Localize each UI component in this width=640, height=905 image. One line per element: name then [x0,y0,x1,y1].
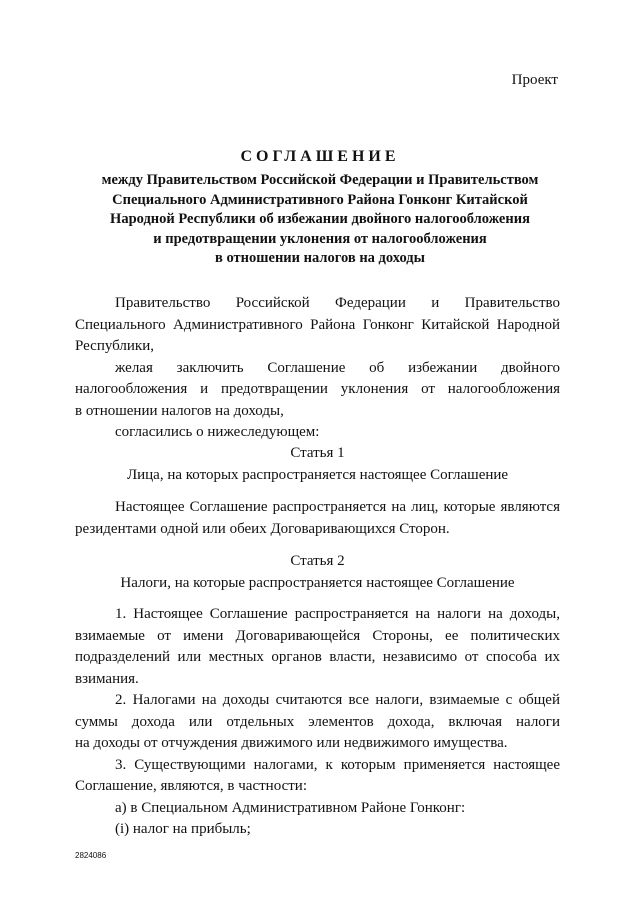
preamble-line: в отношении налогов на доходы, [75,402,284,419]
article-line: суммы дохода или отдельных элементов дохода, включая налоги [75,713,560,730]
article-1 [75,443,560,486]
preamble-line: желая заключить Соглашение об избежании двойного [115,359,560,376]
draft-label: Проект [511,72,558,88]
article-line: Соглашение, являются, в частности: [75,778,307,794]
article-line: а) в Специальном Административном Районе Гонконг: [115,799,466,816]
subtitle-line: и предотвращении уклонения от налогообложения [153,230,487,247]
article-2 [75,551,560,594]
article-line: на доходы от отчуждения движимого или недвижимого имущества. [75,735,508,751]
article-heading: Статья 1 [290,445,345,461]
preamble-line: Правительство Российской Федерации и Правительство [115,295,560,311]
document-title: СОГЛАШЕНИЕ [240,148,400,165]
article-line: взимания. [75,670,139,687]
article-2-text [75,604,560,841]
document-subtitle [60,171,580,269]
subtitle-line: Народной Республики об избежании двойного налогообложения [110,211,530,227]
article-line: резидентами одной или обеих Договаривающихся Сторон. [75,520,450,537]
article-line: 2. Налогами на доходы считаются все налоги, взимаемые с общей [115,692,560,708]
document-number: 2824086 [75,851,107,860]
article-line: 3. Существующими налогами, к которым применяется настоящее [115,756,560,773]
preamble-line: Республики, [75,338,154,354]
article-title: Налоги, на которые распространяется настоящее Соглашение [120,574,515,591]
article-line: (i) налог на прибыль; [115,821,251,837]
article-line: подразделений или местных органов власти, независимо от способа их [75,649,560,665]
article-line: 1. Настоящее Соглашение распространяется на налоги на доходы, [115,606,560,622]
subtitle-line: между Правительством Российской Федерации и Правительством [101,172,539,188]
preamble-line: Специального Административного Района Гонконг Китайской Народной [75,316,560,333]
subtitle-line: Специального Административного Района Гонконг Китайской [112,191,528,208]
article-title: Лица, на которых распространяется настоящее Соглашение [126,466,509,483]
article-line: Настоящее Соглашение распространяется на лиц, которые являются [115,499,560,515]
article-1-text [75,497,560,540]
preamble-line: налогообложения и предотвращении уклонения от налогообложения [75,381,560,397]
preamble [75,293,560,444]
preamble-line: согласились о нижеследующем: [115,424,320,440]
article-heading: Статья 2 [290,553,345,569]
subtitle-line: в отношении налогов на доходы [215,250,425,266]
article-line: взимаемые от имени Договаривающейся Стороны, ее политических [75,627,560,644]
